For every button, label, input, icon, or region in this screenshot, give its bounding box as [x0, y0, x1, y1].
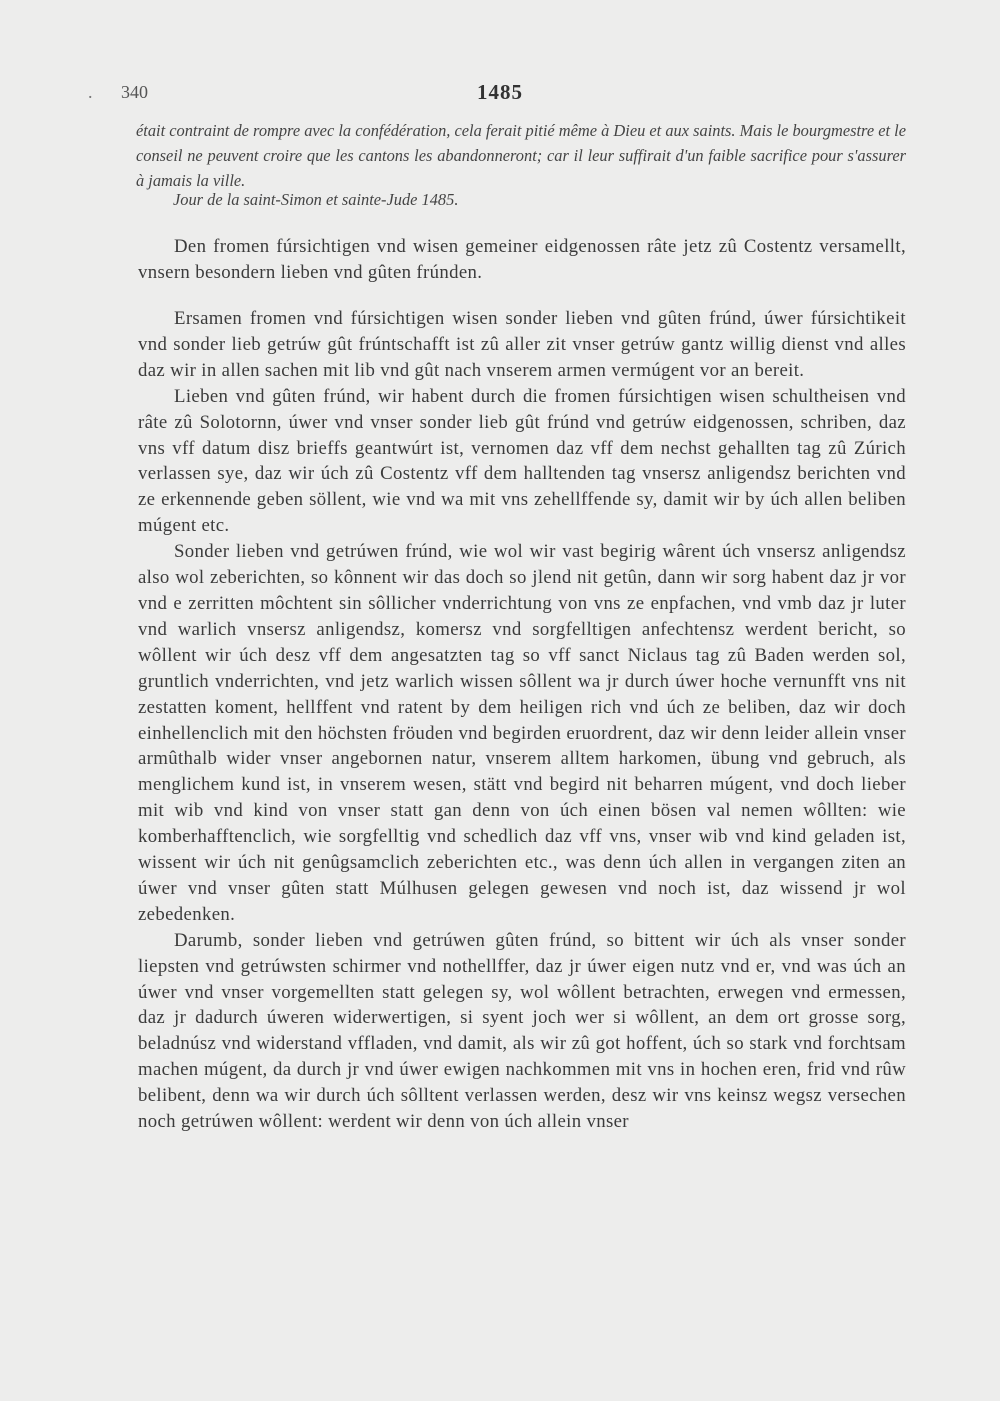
running-head-year: 1485 — [477, 80, 523, 104]
letter-address — [138, 234, 906, 286]
letter-paragraph-greeting: Ersamen fromen vnd fúrsichtigen wisen sonder lieben vnd gûten frúnd, úwer fúrsichtikeit vnd sonder lieb getrúw gût frúntschafft ist zû aller zit vnser getrúw gantz willig dienst vnd alles daz wir in allen sachen mit lib vnd gût nach vnserem armen vermúgent vor an bereit. — [138, 308, 906, 381]
letter-body — [138, 306, 906, 1135]
page-number: 340 — [121, 82, 148, 102]
letter-paragraph-request: Sonder lieben vnd getrúwen frúnd, wie wol wir vast begirig wârent úch vnsersz anligendsz also wol zeberichten, so kônnent wir das doch so jlend nit getûn, dann wir sorg habent daz jr vor vnd e zerritten môchtent sin sôllicher vnderrichtung von vns ze enpfachen, vnd vmb daz jr luter vnd warlich vnsersz anligendsz, komersz vnd sorgfelltigen anfechtensz werdent bericht, so wôllent wir úch desz vff dem angesatzten tag so vff sanct Niclaus tag zû Baden werden sol, gruntlich vnderrichten, vnd jetz warlich wissen sôllent wa jr durch úwer hoche vernunfft vns nit zestatten koment, hellffent vnd ratent by dem heiligen rich vnd úch ze beliben, daz wir doch einhellenclich mit den höchsten fröuden vnd begirden eruordrent, daz wir denn leider allein vnser armûthalb wider vnser angebornen natur, vnserem alltem harkomen, übung vnd gebruch, als menglichem kund ist, in vnserem wesen, stätt vnd begird nit beharren múgent, vnd doch lieber mit wib vnd kind von vnser statt gan denn von úch einen bösen val nemen wôllten: wie komberhafftenclich, wie sorgfelltig vnd schedlich daz vff vns, vnser wib vnd kind geladen ist, wissent wir úch nit genûgsamclich zeberichten etc., was denn úch allen in vergangen ziten an úwer vnd vnser gûten statt Múlhusen gelegen gewesen vnd noch ist, daz wissend jr wol zebedenken. — [138, 541, 906, 925]
summary-date: Jour de la saint-Simon et sainte-Jude 1485. — [173, 190, 459, 209]
letter-paragraph-solothurn: Lieben vnd gûten frúnd, wir habent durch die fromen fúrsichtigen wisen schultheisen vnd râte zû Solotornn, úwer vnd vnser sonder lieb gût frúnd vnd getrúw eidgenossen, schriben, daz vns vff datum disz brieffs geantwúrt ist, vernomen daz vff dem nechst gehallten tag zû Zúrich verlassen sye, daz wir úch zû Costentz vff dem halltenden tag vnsersz anligendsz berichten vnd ze erkennende geben söllent, wie vnd wa mit vns zehellffende sy, damit wir by úch allen beliben múgent etc. — [138, 385, 906, 537]
address-paragraph: Den fromen fúrsichtigen vnd wisen gemeiner eidgenossen râte jetz zû Costentz versamellt, vnsern besondern lieben vnd gûten frúnden. — [138, 236, 906, 283]
editorial-summary: était contraint de rompre avec la confédération, cela ferait pitié même à Dieu et aux saints. Mais le bourgmestre et le conseil ne peuvent croire que les cantons les abandonneront; car il leur suffirait d'un faible sacrifice pour s'assurer à jamais la ville. — [136, 121, 906, 190]
margin-mark: . — [88, 82, 93, 102]
letter-paragraph-plea: Darumb, sonder lieben vnd getrúwen gûten frúnd, so bittent wir úch als vnser sonder liepsten vnd getrúwsten schirmer vnd nothellffer, daz jr úwer eigen nutz vnd er, vnd was úch an úwer vnd vnser vorgemellten statt gelegen sy, wol wôllent betrachten, erwegen vnd ermessen, daz jr dadurch úweren widerwertigen, si syent joch wer si wôllent, an dem ort grosse sorg, beladnúsz vnd widerstand vffladen, vnd damit, als wir zû got hoffent, úch so stark vnd forchtsam machen múgent, da durch jr vnd úwer ewigen nachkommen mit vns in hochen eren, frid vnd rûw belibent, denn wa wir durch úch sôlltent verlassen werden, desz wir vns keinsz wegsz versechen noch getrúwen wôllent: werdent wir denn von úch allein vnser — [138, 929, 906, 1133]
